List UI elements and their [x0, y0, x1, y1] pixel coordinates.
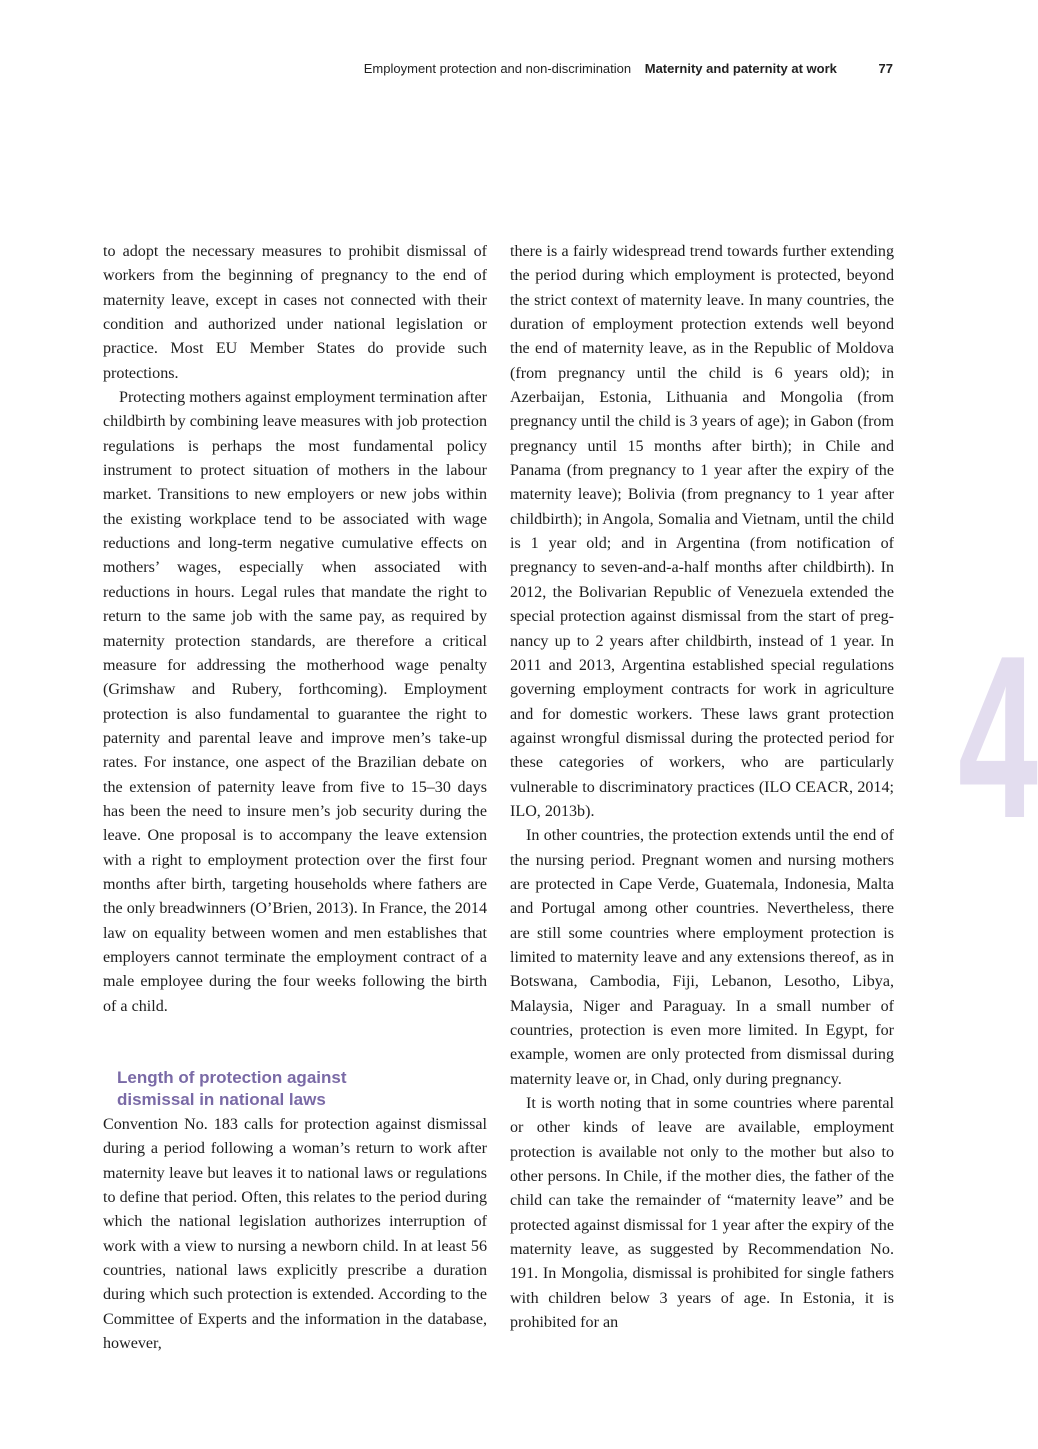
chapter-number-tab: 4 [958, 608, 1038, 867]
page-number: 77 [878, 61, 893, 76]
paragraph: to adopt the necessary measures to prohibit dismissal of workers from the beginning of pregnancy to the end of maternity leave, except in cases not connected with their condition and authorized under national legislation or practice. Most EU Member States do provide such protections. [103, 243, 487, 382]
section-title: Employment protection and non-discrimination [363, 61, 632, 76]
chapter-title: Maternity and paternity at work [644, 61, 837, 76]
subheading-line: Length of protection against [117, 1068, 347, 1087]
section-subheading [117, 1067, 487, 1111]
subheading-line: dismissal in national laws [117, 1090, 326, 1109]
paragraph: It is worth noting that in some countries where parental or other kinds of leave are available, employment protection is available not only to the mother but also to other persons. In Chile, if the mother dies, the father of the child can take the remainder of “maternity leave” and be protected against dismissal for 1 year after the expiry of the maternity leave, as suggested by Recommendation No. 191. In Mongolia, dismissal is prohibited for single fathers with children below 3 years of age. In Estonia, it is prohibited for an [510, 1095, 894, 1332]
paragraph: Convention No. 183 calls for protection against dismissal during a period following a woman’s return to work after maternity leave but leaves it to national laws or regulations to define that period. Often, this relates to the period during which the national legislation authorizes interruption of work with a view to nursing a newborn child. In at least 56 countries, national laws explicitly prescribe a duration during which such protection is extended. According to the Committee of Experts and the information in the database, however, [103, 1116, 487, 1353]
running-header [0, 61, 893, 76]
right-column [510, 240, 894, 1335]
left-column [103, 240, 487, 1356]
paragraph: In other countries, the protection extends until the end of the nursing period. Pregnant women and nursing mothers are protected in Cape Verde, Guatemala, Indonesia, Malta and Portugal among other countries. Nevertheless, there are still some countries where employment protection is limited to maternity leave and any extensions thereof, as in Botswana, Cambodia, Fiji, Lebanon, Lesotho, Libya, Malaysia, Niger and Paraguay. In a small number of countries, protection is even more limited. In Egypt, for example, women are only protected from dismissal during maternity leave or, in Chad, only during pregnancy. [510, 827, 894, 1088]
paragraph: Protecting mothers against employment termination after childbirth by combining leave measures with job protection regulations is perhaps the most fundamental policy instrument to protect situation of mothers in the labour market. Transitions to new employers or new jobs within the existing workplace tend to be associated with wage reductions and long-term negative cumulative effects on mothers’ wages, especially when associated with reductions in hours. Legal rules that mandate the right to return to the same job with the same pay, as required by maternity protection standards, are therefore a critical measure for addressing the motherhood wage penalty (Grimshaw and Rubery, forthcoming). Employment protection is also fundamental to guarantee the right to paternity and parental leave and improve men’s take-up rates. For instance, one aspect of the Brazilian debate on the extension of paternity leave from five to 15–30 days has been the need to insure men’s job security during the leave. One proposal is to accompany the leave extension with a right to employment protection over the first four months after birth, targeting households where fathers are the only breadwinners (O’Brien, 2013). In France, the 2014 law on equality between women and men establishes that employers cannot terminate the employment contract of a male employee during the four weeks following the birth of a child. [103, 389, 487, 1015]
paragraph: there is a fairly widespread trend towards further extending the period during which employment is protected, beyond the strict context of maternity leave. In many countries, the duration of employment protection extends well beyond the end of maternity leave, as in the Republic of Moldova (from pregnancy until the child is 6 years old); in Azerbaijan, Estonia, Lithuania and Mongolia (from pregnancy until the child is 3 years of age); in Gabon (from pregnancy until 15 months after birth); in Chile and Panama (from pregnancy to 1 year after the expiry of the maternity leave); Bolivia (from pregnancy to 1 year after childbirth); in Angola, Somalia and Vietnam, until the child is 1 year old; and in Argentina (from notification of pregnancy to seven-and-a-half months after childbirth). In 2012, the Bolivarian Republic of Venezuela extended the special protection against dismissal from the start of pregnancy up to 2 years after childbirth, instead of 1 year. In 2011 and 2013, Argentina established special regulations governing employment contracts for work in agriculture and for domestic workers. These laws grant protection against wrongful dismissal during the protected period for these categories of workers, who are particularly vulnerable to discriminatory practices (ILO CEACR, 2014; ILO, 2013b). [510, 243, 894, 820]
